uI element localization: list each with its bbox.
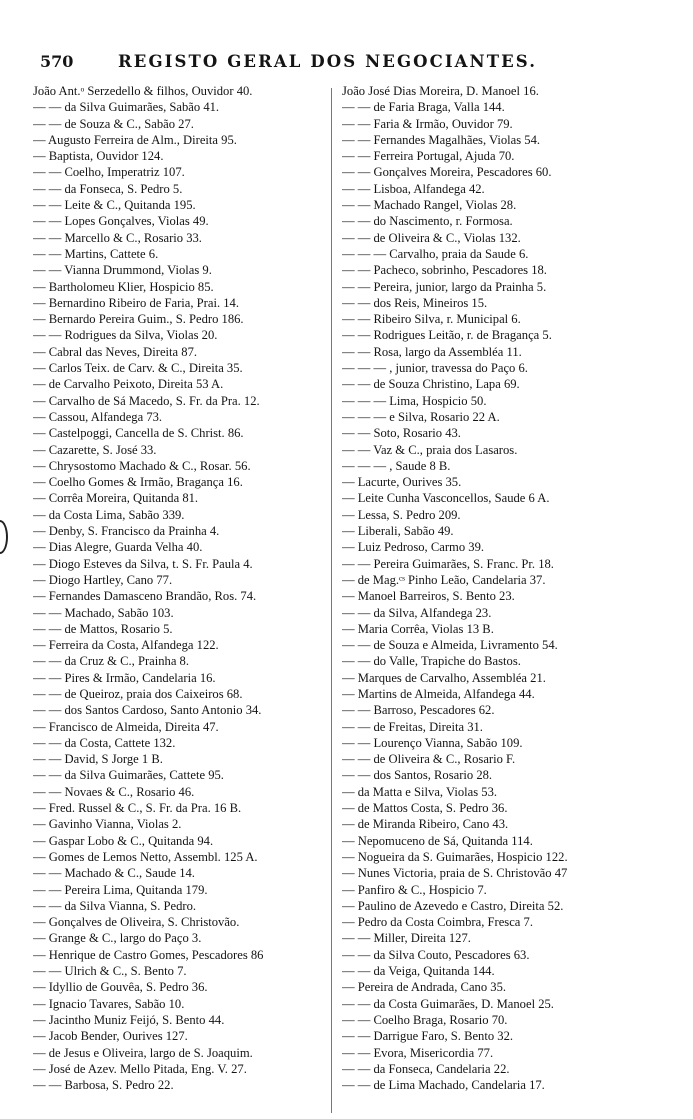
- directory-entry: — Maria Corrêa, Violas 13 B.: [342, 621, 494, 636]
- directory-entry: — — da Silva Guimarães, Cattete 95.: [33, 768, 224, 783]
- directory-entry: — Carlos Teix. de Carv. & C., Direita 35.: [33, 361, 243, 376]
- directory-entry: — Ignacio Tavares, Sabão 10.: [33, 996, 185, 1011]
- directory-entry: — — Soto, Rosario 43.: [342, 426, 461, 441]
- directory-entry: — — da Silva, Alfandega 23.: [342, 605, 492, 620]
- directory-entry: — — Vaz & C., praia dos Lasaros.: [342, 442, 518, 457]
- directory-entry: — Nogueira da S. Guimarães, Hospicio 122.: [342, 849, 568, 864]
- directory-entry: — Fernandes Damasceno Brandão, Ros. 74.: [33, 589, 257, 604]
- directory-entry: — — de Souza e Almeida, Livramento 54.: [342, 638, 558, 653]
- directory-entry: — — Rodrigues da Silva, Violas 20.: [33, 328, 218, 343]
- directory-entry: — Henrique de Castro Gomes, Pescadores 86: [33, 947, 264, 962]
- directory-entry: — Gomes de Lemos Netto, Assembl. 125 A.: [33, 849, 258, 864]
- directory-entry: — Ferreira da Costa, Alfandega 122.: [33, 638, 219, 653]
- directory-entry: — Diogo Hartley, Cano 77.: [33, 572, 173, 587]
- directory-entry: — Cabral das Neves, Direita 87.: [33, 344, 198, 359]
- directory-entry: — Luiz Pedroso, Carmo 39.: [342, 540, 485, 555]
- directory-entry: — — Faria & Irmão, Ouvidor 79.: [342, 116, 513, 131]
- directory-entry: — — Gonçalves Moreira, Pescadores 60.: [342, 165, 552, 180]
- directory-entry: — Paulino de Azevedo e Castro, Direita 52.: [342, 898, 564, 913]
- directory-entry: — — Vianna Drummond, Violas 9.: [33, 263, 212, 278]
- directory-entry: — Bartholomeu Klier, Hospicio 85.: [33, 279, 214, 294]
- directory-entry: — — de Oliveira & C., Rosario F.: [342, 752, 516, 767]
- page-number: 570: [40, 52, 74, 71]
- directory-entry: — — de Oliveira & C., Violas 132.: [342, 230, 521, 245]
- directory-entry: — Nepomuceno de Sá, Quitanda 114.: [342, 833, 533, 848]
- directory-entry: — — — , Saude 8 B.: [342, 458, 451, 473]
- directory-entry: — — Rosa, largo da Assembléa 11.: [342, 344, 522, 359]
- running-title: REGISTO GERAL DOS NEGOCIANTES.: [118, 52, 538, 71]
- directory-entry: — Denby, S. Francisco da Prainha 4.: [33, 524, 220, 539]
- directory-entry: — Coelho Gomes & Irmão, Bragança 16.: [33, 475, 243, 490]
- right-column: [342, 83, 672, 1093]
- directory-entry: — — Machado Rangel, Violas 28.: [342, 198, 517, 213]
- directory-entry: — Cassou, Alfandega 73.: [33, 409, 163, 424]
- directory-entry: — Liberali, Sabão 49.: [342, 524, 454, 539]
- directory-entry: — — Martins, Cattete 6.: [33, 246, 159, 261]
- directory-entry: João José Dias Moreira, D. Manoel 16.: [342, 84, 539, 98]
- left-column: [33, 83, 333, 1093]
- directory-entry: — — Evora, Misericordia 77.: [342, 1045, 494, 1060]
- directory-entry: — Manoel Barreiros, S. Bento 23.: [342, 589, 515, 604]
- directory-entry: — Grange & C., largo do Paço 3.: [33, 931, 202, 946]
- directory-entry: — — de Freitas, Direita 31.: [342, 719, 483, 734]
- directory-entry: — — Ulrich & C., S. Bento 7.: [33, 964, 187, 979]
- directory-entry: — — Marcello & C., Rosario 33.: [33, 230, 202, 245]
- directory-entry: — — Fernandes Magalhães, Violas 54.: [342, 132, 541, 147]
- binding-mark: [0, 520, 8, 554]
- directory-entry: — — Ferreira Portugal, Ajuda 70.: [342, 149, 515, 164]
- directory-entry: — Castelpoggi, Cancella de S. Christ. 86.: [33, 426, 244, 441]
- directory-entry: — — da Fonseca, Candelaria 22.: [342, 1061, 510, 1076]
- directory-entry: — Chrysostomo Machado & C., Rosar. 56.: [33, 458, 251, 473]
- directory-entry: — Lessa, S. Pedro 209.: [342, 507, 461, 522]
- directory-entry: — Panfiro & C., Hospicio 7.: [342, 882, 487, 897]
- directory-entry: João Ant.ᵒ Serzedello & filhos, Ouvidor 40.: [33, 84, 253, 98]
- directory-entry: — Lacurte, Ourives 35.: [342, 475, 462, 490]
- directory-entry: — — — Carvalho, praia da Saude 6.: [342, 246, 529, 261]
- directory-entry: — Gaspar Lobo & C., Quitanda 94.: [33, 833, 214, 848]
- directory-entry: — — Pereira, junior, largo da Prainha 5.: [342, 279, 547, 294]
- directory-entry: — Dias Alegre, Guarda Velha 40.: [33, 540, 203, 555]
- directory-entry: — — Lisboa, Alfandega 42.: [342, 181, 485, 196]
- directory-entry: — Jacob Bender, Ourives 127.: [33, 1029, 188, 1044]
- directory-entry: — de Carvalho Peixoto, Direita 53 A.: [33, 377, 224, 392]
- directory-entry: — Bernardino Ribeiro de Faria, Prai. 14.: [33, 295, 240, 310]
- directory-entry: — Augusto Ferreira de Alm., Direita 95.: [33, 132, 237, 147]
- directory-entry: — — da Cruz & C., Prainha 8.: [33, 654, 190, 669]
- directory-entry: — — — , junior, travessa do Paço 6.: [342, 361, 528, 376]
- directory-entry: — — Ribeiro Silva, r. Municipal 6.: [342, 312, 521, 327]
- directory-entry: — — Machado & C., Saude 14.: [33, 866, 195, 881]
- directory-entry: — — Machado, Sabão 103.: [33, 605, 174, 620]
- directory-entry: — — — Lima, Hospicio 50.: [342, 393, 487, 408]
- directory-entry: — Gavinho Vianna, Violas 2.: [33, 817, 182, 832]
- directory-entry: — Carvalho de Sá Macedo, S. Fr. da Pra. 12.: [33, 393, 260, 408]
- directory-entry: — Diogo Esteves da Silva, t. S. Fr. Paula 4.: [33, 556, 253, 571]
- directory-entry: — — da Costa, Cattete 132.: [33, 735, 176, 750]
- directory-entry: — — Pires & Irmão, Candelaria 16.: [33, 670, 216, 685]
- directory-entry: — de Miranda Ribeiro, Cano 43.: [342, 817, 509, 832]
- directory-entry: — Jacintho Muniz Feijó, S. Bento 44.: [33, 1012, 225, 1027]
- directory-entry: — — Pereira Lima, Quitanda 179.: [33, 882, 208, 897]
- directory-entry: — — de Mattos, Rosario 5.: [33, 621, 173, 636]
- directory-entry: — — de Souza & C., Sabão 27.: [33, 116, 194, 131]
- directory-entry: — — Darrigue Faro, S. Bento 32.: [342, 1029, 514, 1044]
- directory-entry: — — Leite & C., Quitanda 195.: [33, 198, 196, 213]
- directory-entry: — — Miller, Direita 127.: [342, 931, 471, 946]
- directory-entry: — — de Souza Christino, Lapa 69.: [342, 377, 520, 392]
- directory-entry: — de Mag.ᶜˢ Pinho Leão, Candelaria 37.: [342, 572, 546, 587]
- directory-entry: — Idyllio de Gouvêa, S. Pedro 36.: [33, 980, 208, 995]
- directory-entry: — — da Fonseca, S. Pedro 5.: [33, 181, 183, 196]
- directory-entry: — — da Silva Vianna, S. Pedro.: [33, 898, 197, 913]
- directory-entry: — Gonçalves de Oliveira, S. Christovão.: [33, 915, 240, 930]
- directory-entry: — — do Valle, Trapiche do Bastos.: [342, 654, 521, 669]
- directory-entry: — Leite Cunha Vasconcellos, Saude 6 A.: [342, 491, 550, 506]
- directory-entry: — — Barroso, Pescadores 62.: [342, 703, 495, 718]
- directory-entry: — José de Azev. Mello Pitada, Eng. V. 27.: [33, 1061, 247, 1076]
- directory-entry: — da Costa Lima, Sabão 339.: [33, 507, 185, 522]
- directory-entry: — — Pacheco, sobrinho, Pescadores 18.: [342, 263, 547, 278]
- directory-entry: — — dos Santos, Rosario 28.: [342, 768, 493, 783]
- directory-entry: — Bernardo Pereira Guim., S. Pedro 186.: [33, 312, 244, 327]
- directory-entry: — Pedro da Costa Coimbra, Fresca 7.: [342, 915, 533, 930]
- directory-entry: — Cazarette, S. José 33.: [33, 442, 157, 457]
- directory-entry: — — Rodrigues Leitão, r. de Bragança 5.: [342, 328, 552, 343]
- directory-entry: — — da Silva Couto, Pescadores 63.: [342, 947, 530, 962]
- directory-entry: — — Lopes Gonçalves, Violas 49.: [33, 214, 209, 229]
- directory-entry: — — Lourenço Vianna, Sabão 109.: [342, 735, 523, 750]
- directory-entry: — Martins de Almeida, Alfandega 44.: [342, 686, 535, 701]
- directory-entry: — Francisco de Almeida, Direita 47.: [33, 719, 219, 734]
- directory-entry: — — Barbosa, S. Pedro 22.: [33, 1078, 174, 1093]
- directory-entry: — da Matta e Silva, Violas 53.: [342, 784, 498, 799]
- directory-entry: — — Coelho, Imperatriz 107.: [33, 165, 185, 180]
- directory-entry: — de Mattos Costa, S. Pedro 36.: [342, 801, 508, 816]
- directory-entry: — — de Faria Braga, Valla 144.: [342, 100, 505, 115]
- directory-entry: — — da Silva Guimarães, Sabão 41.: [33, 100, 220, 115]
- directory-entry: — Nunes Victoria, praia de S. Christovão 47: [342, 866, 568, 881]
- directory-entry: — Corrêa Moreira, Quitanda 81.: [33, 491, 199, 506]
- directory-entry: — — do Nascimento, r. Formosa.: [342, 214, 513, 229]
- directory-entry: — — — e Silva, Rosario 22 A.: [342, 409, 500, 424]
- directory-entry: — — Coelho Braga, Rosario 70.: [342, 1012, 508, 1027]
- page-header: [40, 52, 660, 74]
- directory-entry: — — Novaes & C., Rosario 46.: [33, 784, 195, 799]
- directory-entry: — — dos Santos Cardoso, Santo Antonio 34.: [33, 703, 262, 718]
- directory-entry: — Baptista, Ouvidor 124.: [33, 149, 164, 164]
- directory-entry: — — dos Reis, Mineiros 15.: [342, 295, 488, 310]
- directory-entry: — de Jesus e Oliveira, largo de S. Joaquim.: [33, 1045, 253, 1060]
- directory-entry: — — Pereira Guimarães, S. Franc. Pr. 18.: [342, 556, 554, 571]
- directory-entry: — Pereira de Andrada, Cano 35.: [342, 980, 507, 995]
- directory-entry: — — da Veiga, Quitanda 144.: [342, 964, 495, 979]
- directory-entry: — Fred. Russel & C., S. Fr. da Pra. 16 B.: [33, 801, 242, 816]
- directory-entry: — — da Costa Guimarães, D. Manoel 25.: [342, 996, 554, 1011]
- directory-entry: — Marques de Carvalho, Assembléa 21.: [342, 670, 546, 685]
- directory-entry: — — David, S Jorge 1 B.: [33, 752, 163, 767]
- directory-entry: — — de Lima Machado, Candelaria 17.: [342, 1078, 545, 1093]
- directory-entry: — — de Queiroz, praia dos Caixeiros 68.: [33, 686, 243, 701]
